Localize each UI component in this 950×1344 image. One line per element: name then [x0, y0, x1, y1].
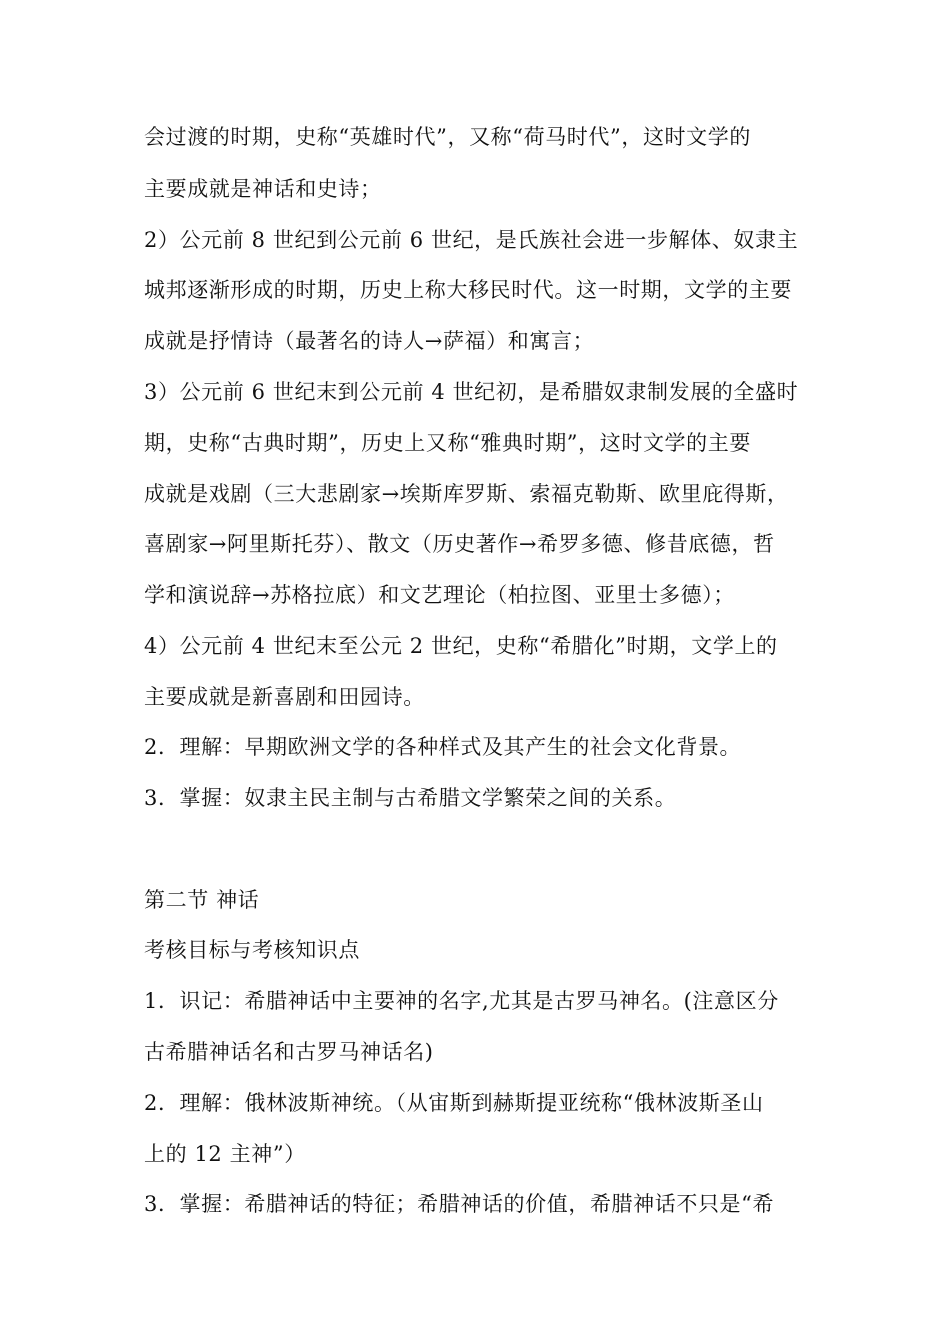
text-line: 成就是戏剧（三大悲剧家→埃斯库罗斯、索福克勒斯、欧里庇得斯，: [144, 482, 789, 506]
text-line: 3．掌握：奴隶主民主制与古希腊文学繁荣之间的关系。: [144, 786, 677, 810]
text-line: 会过渡的时期，史称“英雄时代”，又称“荷马时代”，这时文学的: [144, 125, 751, 149]
text-line: 2）公元前 8 世纪到公元前 6 世纪，是氏族社会进一步解体、奴隶主: [144, 228, 799, 252]
subheading: 考核目标与考核知识点: [144, 938, 360, 962]
text-line: 主要成就是新喜剧和田园诗。: [144, 685, 425, 709]
text-line: 3）公元前 6 世纪末到公元前 4 世纪初，是希腊奴隶制发展的全盛时: [144, 380, 799, 404]
text-line: 上的 12 主神”）: [144, 1142, 306, 1166]
text-line: 期，史称“古典时期”，历史上又称“雅典时期”，这时文学的主要: [144, 431, 751, 455]
text-line: 1．识记：希腊神话中主要神的名字,尤其是古罗马神名。(注意区分: [144, 989, 779, 1013]
text-line: 城邦逐渐形成的时期，历史上称大移民时代。这一时期，文学的主要: [144, 278, 792, 302]
text-line: 古希腊神话名和古罗马神话名): [144, 1040, 434, 1064]
text-line: 3．掌握：希腊神话的特征；希腊神话的价值，希腊神话不只是“希: [144, 1192, 775, 1216]
text-line: 4）公元前 4 世纪末至公元 2 世纪，史称“希腊化”时期，文学上的: [144, 634, 778, 658]
text-line: 成就是抒情诗（最著名的诗人→萨福）和寓言；: [144, 329, 595, 353]
text-line: 学和演说辞→苏格拉底）和文艺理论（柏拉图、亚里士多德）；: [144, 583, 735, 607]
text-line: 2．理解：俄林波斯神统。（从宙斯到赫斯提亚统称“俄林波斯圣山: [144, 1091, 764, 1115]
text-line: 喜剧家→阿里斯托芬）、散文（历史著作→希罗多德、修昔底德，哲: [144, 532, 775, 556]
text-line: 2．理解：早期欧洲文学的各种样式及其产生的社会文化背景。: [144, 735, 742, 759]
text-line: 主要成就是神话和史诗；: [144, 177, 382, 201]
section-heading: 第二节 神话: [144, 888, 260, 912]
